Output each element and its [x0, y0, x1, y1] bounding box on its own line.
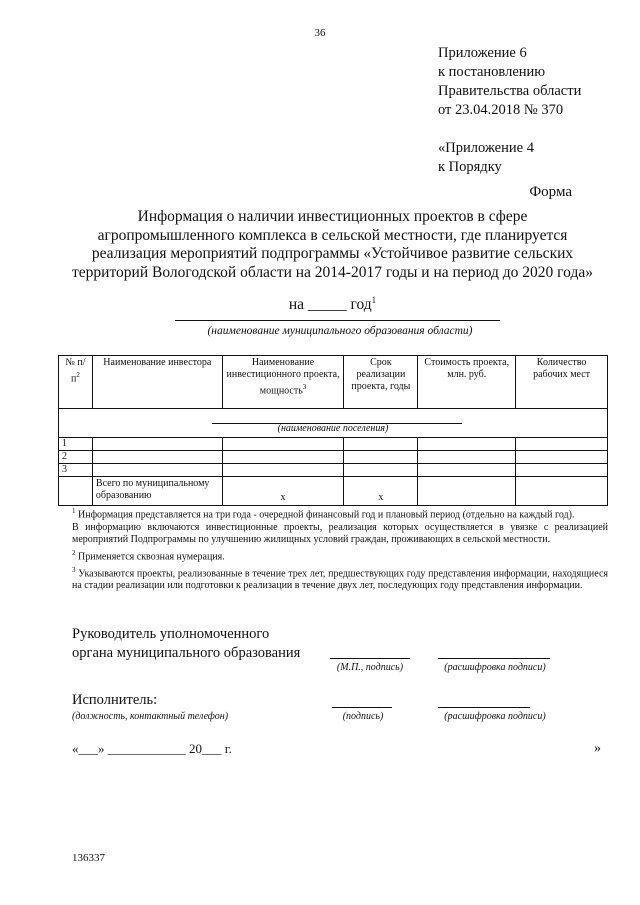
appendix-line-2: к постановлению [438, 64, 546, 80]
total-term-x: х [344, 477, 418, 506]
table-row [59, 451, 608, 464]
decode-caption: (расшифровка подписи) [444, 662, 546, 673]
executor-caption: (должность, контактный телефон) [72, 711, 229, 722]
row-number: 1 [59, 438, 93, 451]
document-title: Информация о наличии инвестиционных проектов в сфере агропромышленного комплекса в сельской местности, где планируется реализация мероприятий подпрограммы «Устойчивое развитие сельских территорий Вологодской области на 2014-2017 годы и на период до 2020 года» [72, 208, 593, 281]
closing-quote: » [594, 741, 601, 756]
municipality-underline [175, 320, 500, 321]
col-header-num: № $п/п^2$ [59, 356, 93, 409]
mp-signature-line [330, 658, 410, 659]
decode-caption-2: (расшифровка подписи) [444, 711, 546, 722]
appendix-line-1: Приложение 6 [438, 45, 527, 61]
investment-projects-table [58, 355, 608, 506]
total-label: Всего по муниципальному образованию [92, 477, 222, 506]
col-header-project: Наименование инвестиционного проекта, мощность$^3$ [222, 356, 344, 409]
year-blank: _____ [307, 296, 347, 314]
form-label: Форма [529, 184, 572, 200]
appendix-block [438, 44, 581, 177]
table-row [59, 438, 608, 451]
row-number: 2 [59, 451, 93, 464]
col-header-jobs: Количество рабочих мест [516, 356, 608, 409]
col-header-cost: Стоимость проекта, млн. руб. [418, 356, 516, 409]
year-suffix: год [350, 296, 372, 314]
row-number: 3 [59, 464, 93, 477]
appendix-line-6: к Порядку [438, 159, 502, 175]
appendix-line-5: «Приложение 4 [438, 140, 534, 156]
executor-signature-line [332, 707, 392, 708]
footnote-2: $^2$ Применяется сквозная нумерация. [72, 548, 225, 563]
table-header-row [59, 356, 608, 409]
page-number: 36 [314, 27, 326, 39]
sign-caption: (подпись) [342, 711, 384, 722]
col-header-investor: Наименование инвестора [92, 356, 222, 409]
total-project-x: х [222, 477, 344, 506]
col-header-term: Срок реализации проекта, годы [344, 356, 418, 409]
executor-label: Исполнитель: [72, 692, 158, 708]
year-footnote-mark: 1 [371, 295, 377, 305]
footnotes [72, 505, 608, 593]
settlement-row [59, 409, 608, 438]
decode-signature-line [438, 658, 550, 659]
appendix-line-4: от 23.04.2018 № 370 [438, 102, 564, 118]
date-line: «___» ____________ 20___ г. [72, 741, 232, 756]
footnote-1: $^1$ Информация представляется на три года - очередной финансовый год и плановый период (отдельно на каждый год). [72, 507, 575, 521]
executor-decode-line [438, 707, 530, 708]
title-year-line [70, 295, 595, 314]
municipality-caption: (наименование муниципального образования области) [207, 325, 473, 337]
year-prefix: на [288, 296, 304, 314]
footnote-1b: В информацию включаются инвестиционные проекты, реализация которых осуществляется в увязке с реализацией мероприятий Подпрограммы по улучшению жилищных условий граждан, проживающих в сельской местности. [72, 521, 608, 546]
appendix-line-3: Правительства области [438, 83, 582, 99]
head-signature-label: Руководитель уполномоченного органа муниципального образования [72, 626, 301, 661]
document-id: 136337 [72, 852, 105, 864]
footnote-3: $^3$ Указываются проекты, реализованные в течение трех лет, предшествующих году представления информации, находящиеся на стадии реализации или подготовки к реализации в течение двух лет, последующих году представления информации. [72, 565, 608, 592]
total-row [59, 477, 608, 506]
settlement-caption: (наименование поселения) [277, 423, 389, 434]
mp-caption: (М.П., подпись) [336, 662, 404, 673]
table-row [59, 464, 608, 477]
